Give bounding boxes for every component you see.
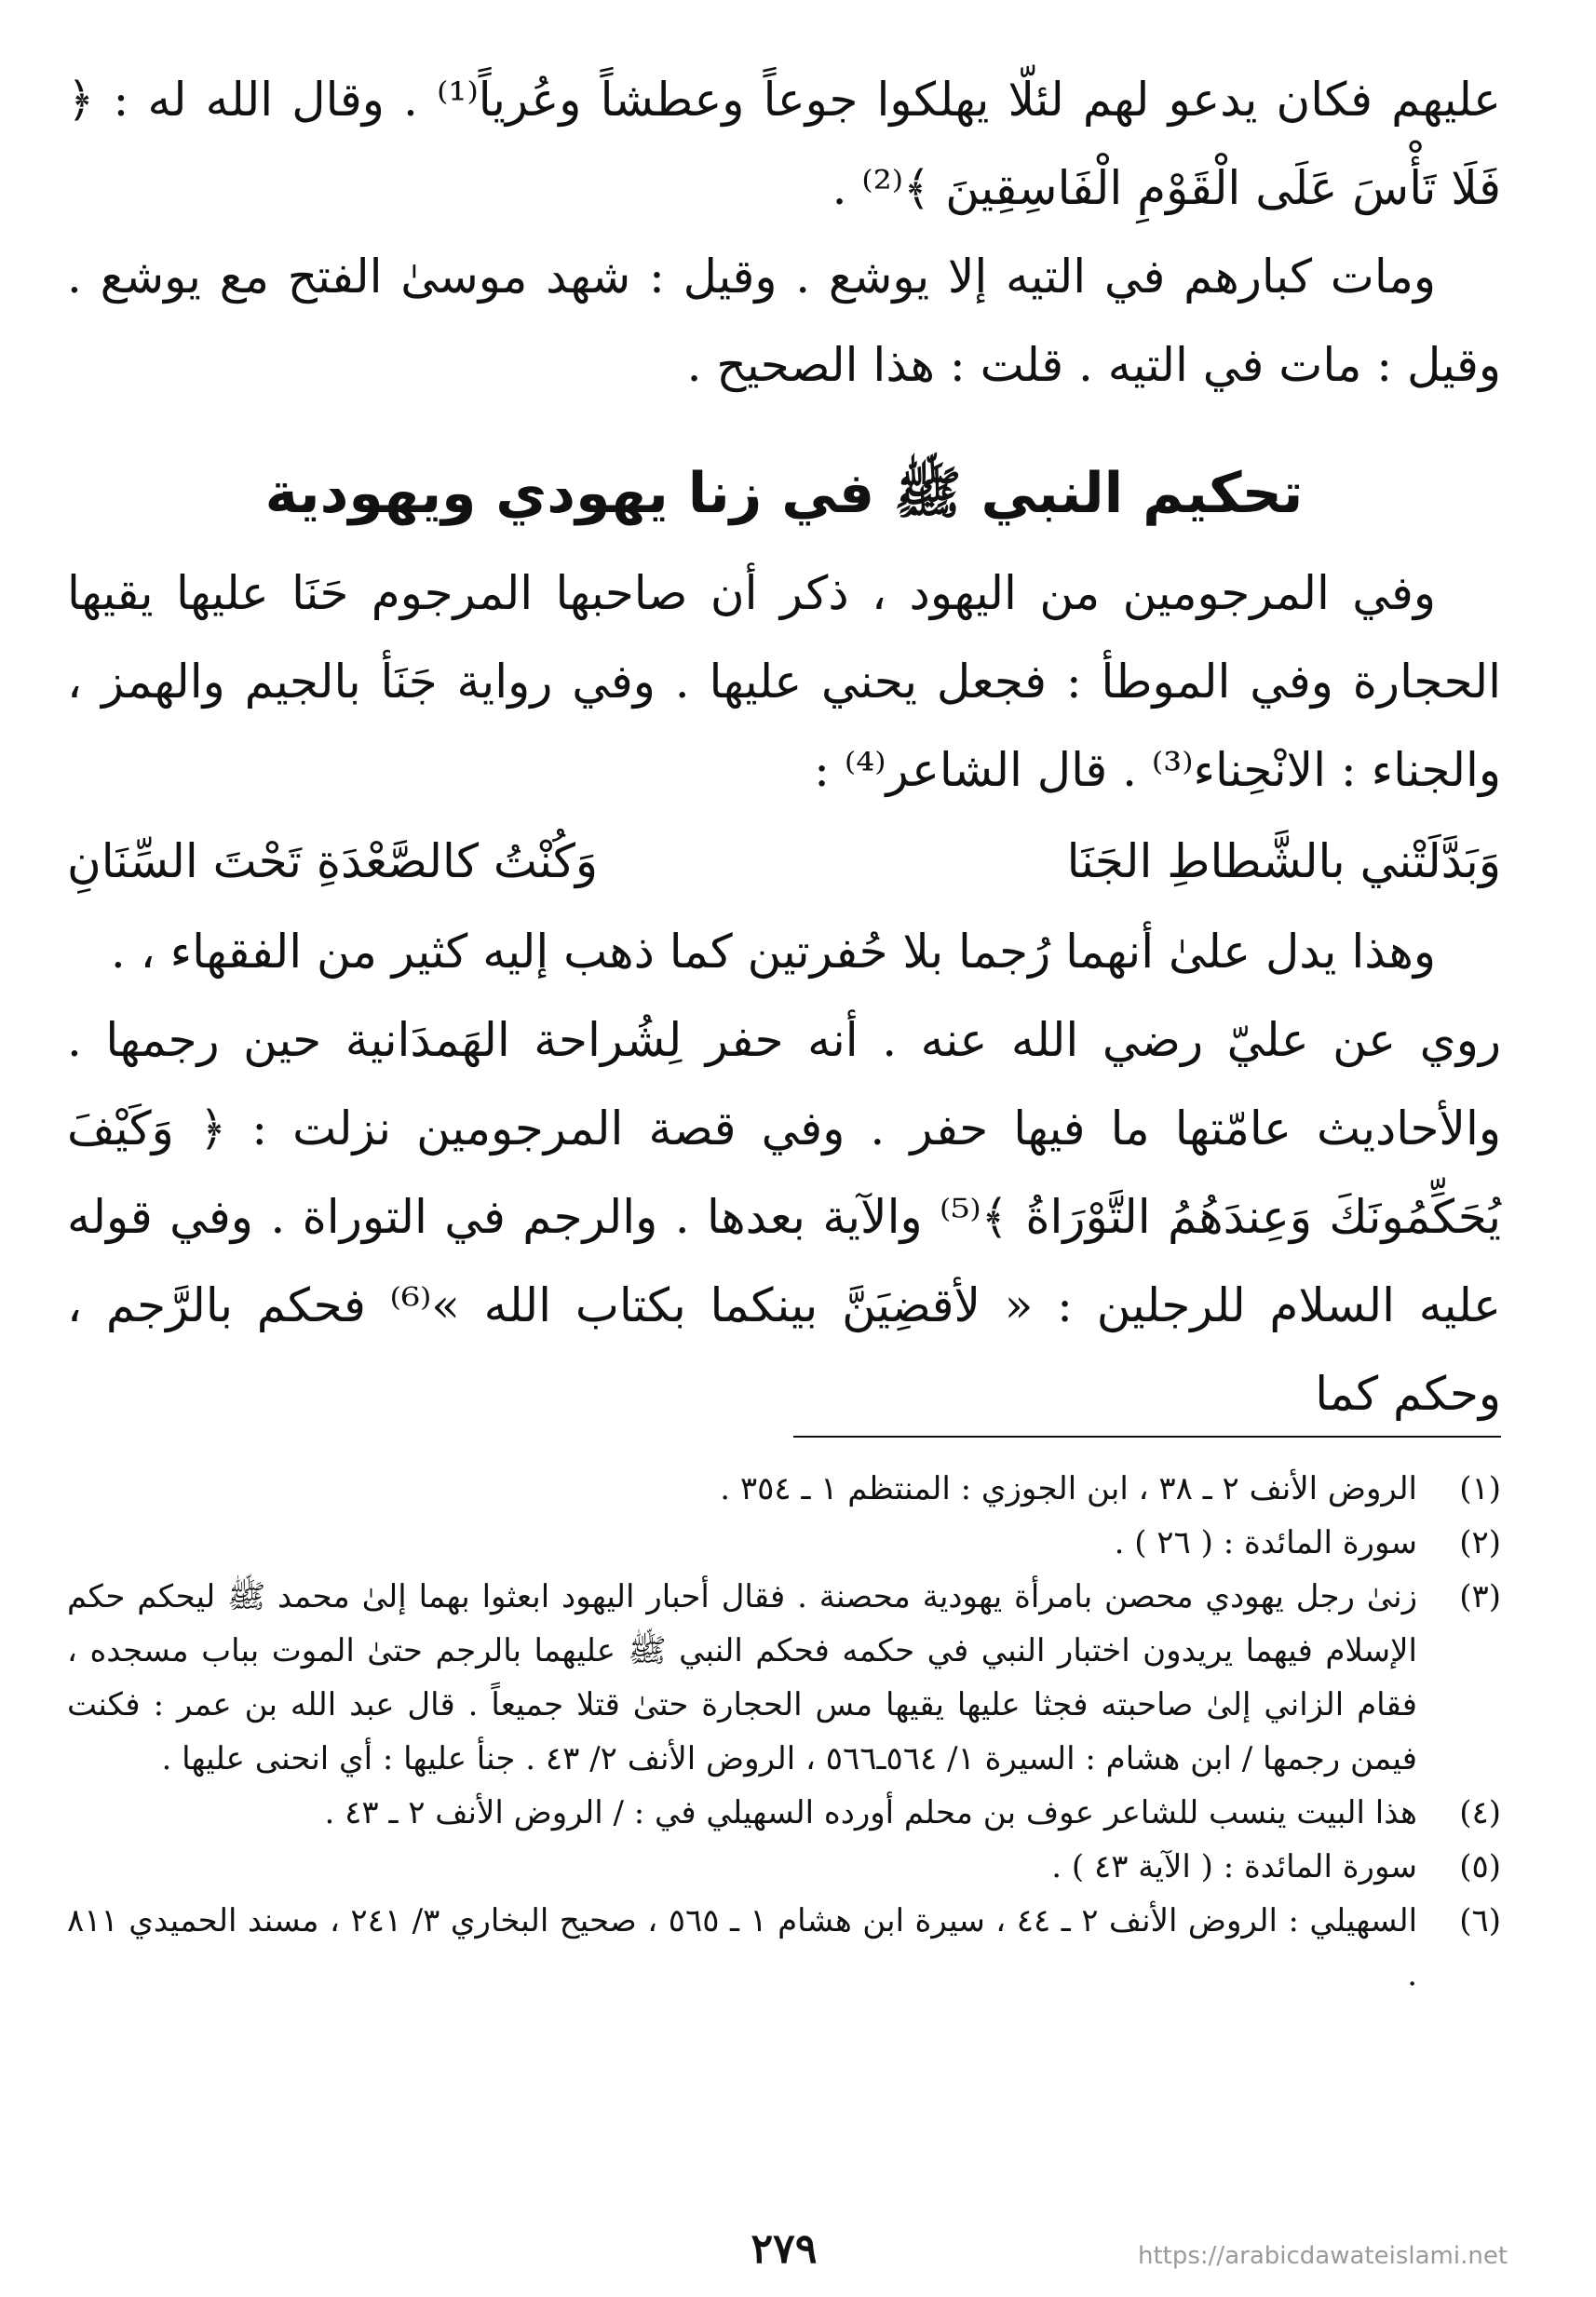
footnote-text: هذا البيت ينسب للشاعر عوف بن محلم أورده السهيلي في : / الروض الأنف ٢ ـ ٤٣ . [324, 1794, 1417, 1831]
poem-verse [67, 815, 1501, 908]
book-page [67, 56, 1508, 2273]
verse-first-half: وَبَدَّلَتْني بالشَّطاطِ الجَنَا [1066, 834, 1501, 888]
paragraph-rajm-story: وفي المرجومين من اليهود ، ذكر أن صاحبها المرجوم حَنَا عليها يقيها الحجارة وفي الموطأ : فجعل يحني عليها . وفي رواية جَنَأ بالجيم والهمز ، والجناء : الانْحِناء⁽³⁾ . قال الشاعر⁽⁴⁾ : [67, 566, 1501, 797]
footnote-item [67, 1462, 1501, 1516]
watermark-link[interactable]: https://arabicdawateislami.net [1138, 2242, 1508, 2270]
footnote-item [67, 1840, 1501, 1894]
footnote-number: (١) [1459, 1470, 1501, 1507]
paragraph-continuation: عليهم فكان يدعو لهم لئلّا يهلكوا جوعاً وعطشاً وعُرياً⁽¹⁾ . وقال الله له : ﴿ فَلَا تَأْسَ عَلَى الْقَوْمِ الْفَاسِقِينَ ﴾⁽²⁾ . [67, 73, 1501, 215]
section-heading: تحكيم النبي ﷺ في زنا يهودي ويهودية [264, 461, 1304, 526]
footnote-text: زنىٰ رجل يهودي محصن بامرأة يهودية محصنة . فقال أحبار اليهود ابعثوا بهما إلىٰ محمد ﷺ ليحكم حكم الإسلام فيهما يريدون اختبار النبي في حكمه فحكم النبي ﷺ عليهما بالرجم حتىٰ الموت بباب مسجده ، فقام الزاني إلىٰ صاحبته فجثا عليها يقيها مس الحجارة حتىٰ قتلا جميعاً . قال عبد الله بن عمر : فكنت فيمن رجمها / ابن هشام : السيرة ١/ ٥٦٤ـ٥٦٦ ، الروض الأنف ٢/ ٤٣ . جنأ عليها : أي انحنى عليها . [67, 1578, 1417, 1777]
footnote-text: السهيلي : الروض الأنف ٢ ـ ٤٤ ، سيرة ابن هشام ١ ـ ٥٦٥ ، صحيح البخاري ٣/ ٢٤١ ، مسند الحميدي ٨١١ . [67, 1902, 1418, 1993]
footnote-item [67, 1516, 1501, 1570]
footnote-text: سورة المائدة : ( ٢٦ ) . [1114, 1524, 1417, 1561]
footnote-item [67, 1570, 1501, 1786]
footnote-item [67, 1894, 1501, 2002]
footnotes-list [67, 1462, 1501, 2002]
footnote-number: (٢) [1459, 1524, 1501, 1561]
footnote-number: (٤) [1459, 1794, 1501, 1831]
footnote-item [67, 1786, 1501, 1840]
verse-second-half: وَكُنْتُ كالصَّعْدَةِ تَحْتَ السِّنَانِ [67, 834, 599, 888]
footnote-number: (٦) [1459, 1902, 1501, 1939]
paragraph-death-in-tih: ومات كبارهم في التيه إلا يوشع . وقيل : شهد موسىٰ الفتح مع يوشع . وقيل : مات في التيه . قلت : هذا الصحيح . [67, 250, 1501, 392]
paragraph-no-pits: وهذا يدل علىٰ أنهما رُجما بلا حُفرتين كما ذهب إليه كثير من الفقهاء ، . [110, 925, 1436, 979]
paragraph-ali-narration: روي عن عليّ رضي الله عنه . أنه حفر لِشُراحة الهَمدَانية حين رجمها . والأحاديث عامّتها ما فيها حفر . وفي قصة المرجومين نزلت : ﴿ وَكَيْفَ يُحَكِّمُونَكَ وَعِندَهُمُ التَّوْرَاةُ ﴾⁽⁵⁾ والآية بعدها . والرجم في التوراة . وفي قوله عليه السلام للرجلين : « لأقضِيَنَّ بينكما بكتاب الله »⁽⁶⁾ فحكم بالرَّجم ، وحكم كما [67, 1013, 1501, 1421]
footnote-divider [793, 1436, 1501, 1438]
page-number: ٢٧٩ [751, 2225, 818, 2273]
footnote-number: (٣) [1459, 1578, 1501, 1615]
footnote-number: (٥) [1459, 1848, 1501, 1885]
footnote-text: الروض الأنف ٢ ـ ٣٨ ، ابن الجوزي : المنتظم ١ ـ ٣٥٤ . [720, 1470, 1417, 1507]
footnote-text: سورة المائدة : ( الآية ٤٣ ) . [1051, 1848, 1417, 1885]
